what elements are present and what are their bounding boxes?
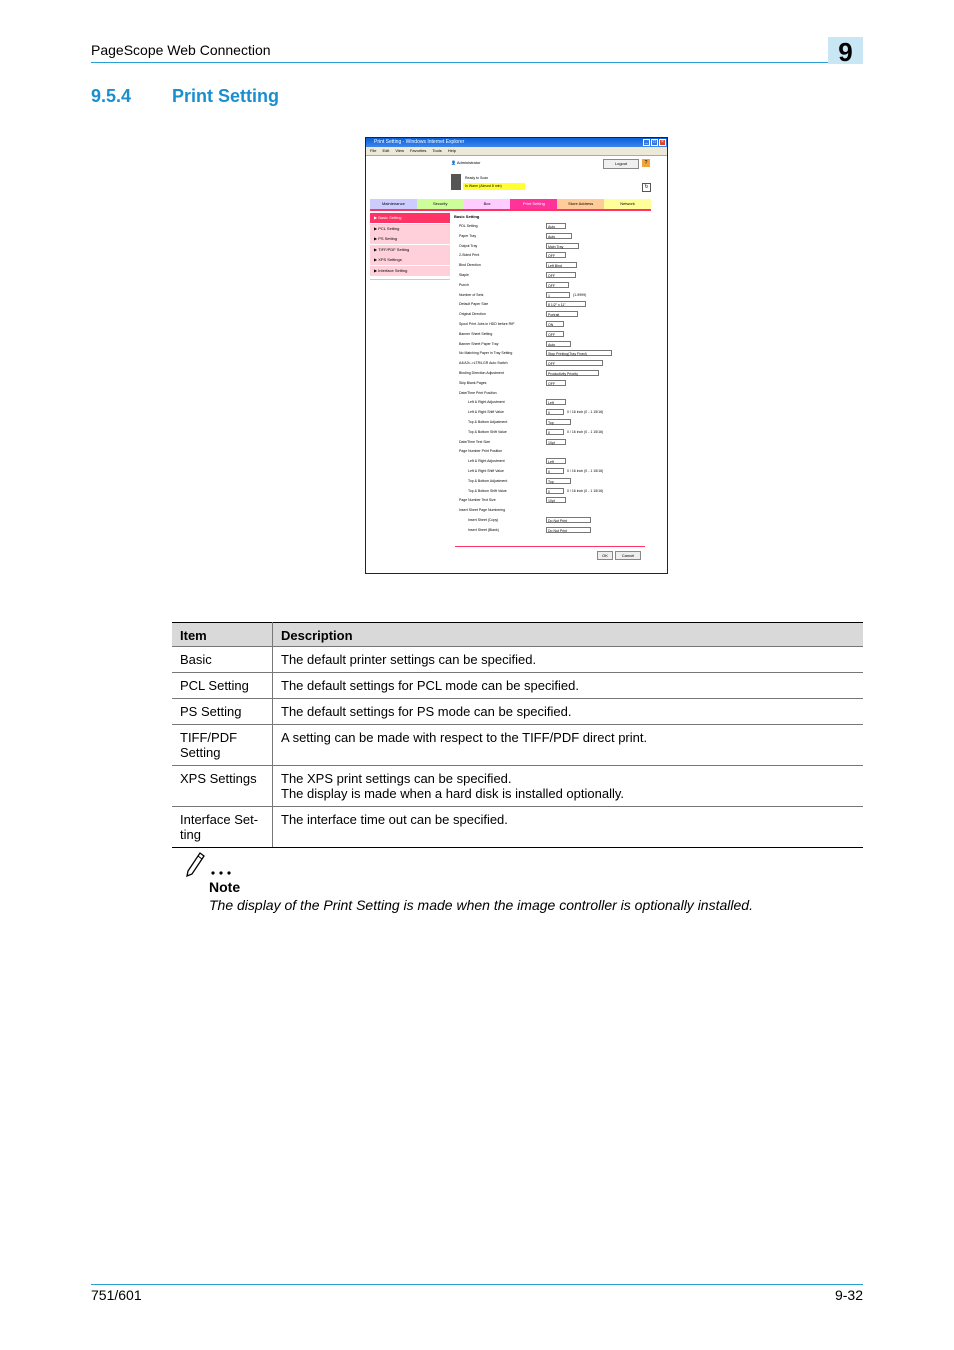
sidebar-item[interactable]: ▶ XPS Settings (370, 255, 450, 265)
form-row (454, 516, 654, 526)
print-setting-screenshot (365, 137, 668, 574)
sidebar-item[interactable]: ▶ Interface Setting (370, 266, 450, 276)
form-row (454, 340, 654, 350)
printer-icon (451, 174, 461, 190)
table-cell-description: A setting can be made with respect to the TIFF/PDF direct print. (273, 725, 864, 766)
form-row-select[interactable]: 8 1/2" x 11" (546, 301, 586, 307)
form-row-label: Insert Sheet (Copy) (468, 517, 499, 522)
sidebar-item[interactable]: ▶ PCL Setting (370, 224, 450, 234)
form-row-label: Original Direction (459, 312, 486, 317)
form-row (454, 232, 654, 242)
help-icon[interactable]: ? (642, 159, 650, 167)
form-row (454, 281, 654, 291)
form-row (454, 526, 654, 536)
form-divider (455, 546, 645, 547)
form-row-label: Output Tray (459, 243, 478, 248)
form-row-label: Bind Direction (459, 263, 481, 268)
minimize-icon[interactable]: _ (643, 139, 650, 146)
form-row (454, 408, 654, 418)
form-row-select[interactable]: Do Not Print (546, 517, 591, 523)
chapter-number: 9 (828, 37, 863, 64)
form-row (454, 320, 654, 330)
sidebar-item[interactable]: ▶ TIFF/PDF Setting (370, 245, 450, 255)
form-row-select[interactable]: Auto (546, 233, 572, 239)
ie-menu-bar (366, 147, 667, 156)
form-row-label: Left & Right Adjustment (468, 459, 505, 464)
form-row-select[interactable]: Stop Printing(Tray Fixed) (546, 350, 612, 356)
form-row-label: Top & Bottom Shift Value (468, 488, 507, 493)
form-row-label: Spool Print Jobs in HDD before RIP (459, 321, 515, 326)
form-row-label: Page Number Print Position (459, 449, 503, 454)
form-row-select[interactable]: Left Bind (546, 262, 577, 268)
form-row-select[interactable]: Auto (546, 223, 566, 229)
section-title: Print Setting (172, 86, 279, 106)
table-cell-item: XPS Settings (172, 766, 273, 807)
form-row-label: No Matching Paper in Tray Setting (459, 351, 513, 356)
sidebar-divider (370, 279, 450, 280)
table-row (172, 766, 863, 807)
form-row (454, 506, 654, 516)
table-cell-item: PS Setting (172, 699, 273, 725)
form-row (454, 330, 654, 340)
note-label: Note (209, 879, 241, 895)
settings-form (454, 214, 654, 536)
form-row-select[interactable]: 1 (546, 292, 570, 298)
header-rule (91, 62, 863, 63)
form-title: Basic Setting (454, 214, 480, 219)
form-row (454, 261, 654, 271)
form-row-select[interactable]: Auto (546, 341, 571, 347)
form-row (454, 428, 654, 438)
menu-item[interactable]: Edit (382, 148, 390, 153)
tab-maintenance[interactable]: Maintenance (370, 199, 417, 209)
table-header-description: Description (273, 623, 864, 647)
note-text: The display of the Print Setting is made when the image controller is optionally installed. (209, 897, 753, 913)
form-row-label: Banner Sheet Paper Tray (459, 341, 499, 346)
form-row-select[interactable]: Portrait (546, 311, 578, 317)
admin-name: Administrator (456, 160, 481, 165)
status-warm: In Warm (Almost 8 min) (463, 183, 525, 190)
form-row-select[interactable]: OFF (546, 331, 564, 337)
form-row-label: Punch (459, 282, 469, 287)
footer-page-number: 9-32 (834, 1287, 863, 1303)
form-row-label: Left & Right Adjustment (468, 400, 505, 405)
form-row (454, 447, 654, 457)
form-row (454, 398, 654, 408)
form-row-label: Left & Right Shift Value (468, 410, 504, 415)
tab-box[interactable]: Box (464, 199, 511, 209)
maximize-icon[interactable]: □ (652, 139, 657, 145)
sidebar-item[interactable]: ▶ Basic Setting (370, 213, 450, 223)
form-row-select[interactable]: 10pt (546, 497, 566, 503)
table-cell-item: Interface Set- ting (172, 807, 273, 848)
form-row (454, 359, 654, 369)
tab-store-address[interactable]: Store Address (557, 199, 604, 209)
form-row-select[interactable]: Left (546, 458, 566, 464)
form-row (454, 467, 654, 477)
tab-security[interactable]: Security (417, 199, 464, 209)
form-row (454, 251, 654, 261)
form-row-select[interactable]: 0 (546, 488, 564, 494)
table-cell-item: Basic (172, 647, 273, 673)
note-pencil-icon (186, 849, 236, 877)
form-row-label: Default Paper Size (459, 302, 489, 307)
form-row-label: A4/A3<->LTR/LGR Auto Switch (459, 361, 508, 366)
form-row-select[interactable]: OFF (546, 360, 603, 366)
window-title: Print Setting - Windows Internet Explorer (374, 139, 465, 145)
logout-button[interactable]: Logout (603, 159, 639, 169)
form-row-extra: 0 / 16 inch (0 - 1 15/16) (567, 488, 604, 493)
form-row-select[interactable]: OFF (546, 252, 566, 258)
form-row-label: Top & Bottom Shift Value (468, 429, 507, 434)
form-row-label: Staple (459, 272, 469, 277)
table-cell-item: TIFF/PDF Setting (172, 725, 273, 766)
form-row-label: Date/Time Print Position (459, 390, 497, 395)
form-row-select[interactable]: Left (546, 399, 566, 405)
form-row-label: Banner Sheet Setting (459, 331, 493, 336)
admin-label: 👤 Administrator (451, 160, 481, 165)
table-header-item: Item (172, 623, 273, 647)
table-row (172, 673, 863, 699)
menu-item[interactable]: Favorites (409, 148, 427, 153)
form-row-extra: 0 / 16 inch (0 - 1 15/16) (567, 429, 604, 434)
form-row (454, 438, 654, 448)
tabs-underline (370, 209, 651, 211)
form-row-select[interactable]: Top (546, 478, 571, 484)
form-row-label: PDL Setting (459, 224, 478, 228)
table-cell-item: PCL Setting (172, 673, 273, 699)
running-header-title: PageScope Web Connection (91, 42, 271, 58)
form-row-extra: 0 / 16 inch (0 - 1 15/16) (567, 468, 604, 473)
footer-model: 751/601 (91, 1287, 142, 1303)
form-row-extra: 0 / 16 inch (0 - 1 15/16) (567, 410, 604, 415)
form-row-select[interactable]: OFF (546, 380, 566, 386)
form-row-select[interactable]: 0 (546, 429, 564, 435)
sidebar-item[interactable]: ▶ PS Setting (370, 234, 450, 244)
form-row-select[interactable]: Productivity Priority (546, 370, 599, 376)
form-row-label: Paper Tray (459, 233, 477, 238)
form-row-label: Top & Bottom Adjustment (468, 478, 508, 483)
table-row (172, 647, 863, 673)
form-row (454, 457, 654, 467)
section-number: 9.5.4 (91, 86, 132, 106)
footer-rule (91, 1284, 863, 1285)
form-row (454, 310, 654, 320)
sidebar (370, 213, 450, 281)
form-row-label: 2-Sided Print (459, 253, 480, 258)
refresh-icon[interactable]: ↻ (642, 183, 651, 192)
table-cell-description: The default settings for PCL mode can be specified. (273, 673, 864, 699)
form-row-label: Page Number Text Size (459, 498, 496, 503)
form-row-label: Insert Sheet Page Numbering (459, 508, 506, 513)
tab-network[interactable]: Network (604, 199, 651, 209)
table-row (172, 807, 863, 848)
form-row-select[interactable]: Main Tray (546, 243, 579, 249)
menu-item[interactable]: View (395, 148, 404, 153)
table-row (172, 725, 863, 766)
form-row (454, 349, 654, 359)
table-cell-description: The default printer settings can be specified. (273, 647, 864, 673)
form-row (454, 487, 654, 497)
form-row-label: Insert Sheet (Blank) (468, 527, 499, 532)
form-row (454, 418, 654, 428)
table-cell-description: The default settings for PS mode can be specified. (273, 699, 864, 725)
close-icon[interactable]: × (659, 139, 666, 146)
main-tabs (370, 199, 651, 209)
form-row-select[interactable]: 10pt (546, 439, 566, 445)
form-row (454, 222, 654, 232)
form-row (454, 300, 654, 310)
tab-print-setting[interactable]: Print Setting (510, 199, 557, 209)
status-ready: Ready to Scan (465, 176, 488, 180)
form-row-label: Skip Blank Pages (459, 380, 487, 385)
cancel-button[interactable]: Cancel (615, 551, 641, 560)
form-row (454, 271, 654, 281)
menu-item[interactable]: Tools (432, 148, 442, 153)
table-row (172, 699, 863, 725)
form-row (454, 477, 654, 487)
form-row-label: Date/Time Text Size (459, 439, 491, 444)
form-row-label: Left & Right Shift Value (468, 468, 504, 473)
form-row-select[interactable]: Do Not Print (546, 527, 591, 533)
table-cell-description: The interface time out can be specified. (273, 807, 864, 848)
form-row (454, 496, 654, 506)
form-row-label: Binding Direction Adjustment (459, 370, 504, 375)
form-row (454, 369, 654, 379)
form-row-select[interactable]: ON (546, 321, 564, 327)
form-row-extra: (1-9999) (573, 292, 587, 297)
menu-item[interactable]: Help (447, 148, 456, 153)
form-row (454, 291, 654, 301)
menu-item[interactable]: File (370, 148, 377, 153)
form-row (454, 379, 654, 389)
ie-title-bar (366, 138, 667, 147)
form-row-select[interactable]: Top (546, 419, 571, 425)
form-row-select[interactable]: OFF (546, 282, 569, 288)
item-description-table (172, 622, 863, 848)
form-row (454, 389, 654, 399)
form-row (454, 242, 654, 252)
form-row-select[interactable]: 0 (546, 409, 564, 415)
form-row-select[interactable]: OFF (546, 272, 576, 278)
table-cell-description: The XPS print settings can be specified. The display is made when a hard disk is installed optionally. (273, 766, 864, 807)
ok-button[interactable]: OK (597, 551, 613, 560)
form-row-label: Top & Bottom Adjustment (468, 419, 508, 424)
form-row-select[interactable]: 0 (546, 468, 564, 474)
form-row-label: Number of Sets (459, 292, 484, 297)
